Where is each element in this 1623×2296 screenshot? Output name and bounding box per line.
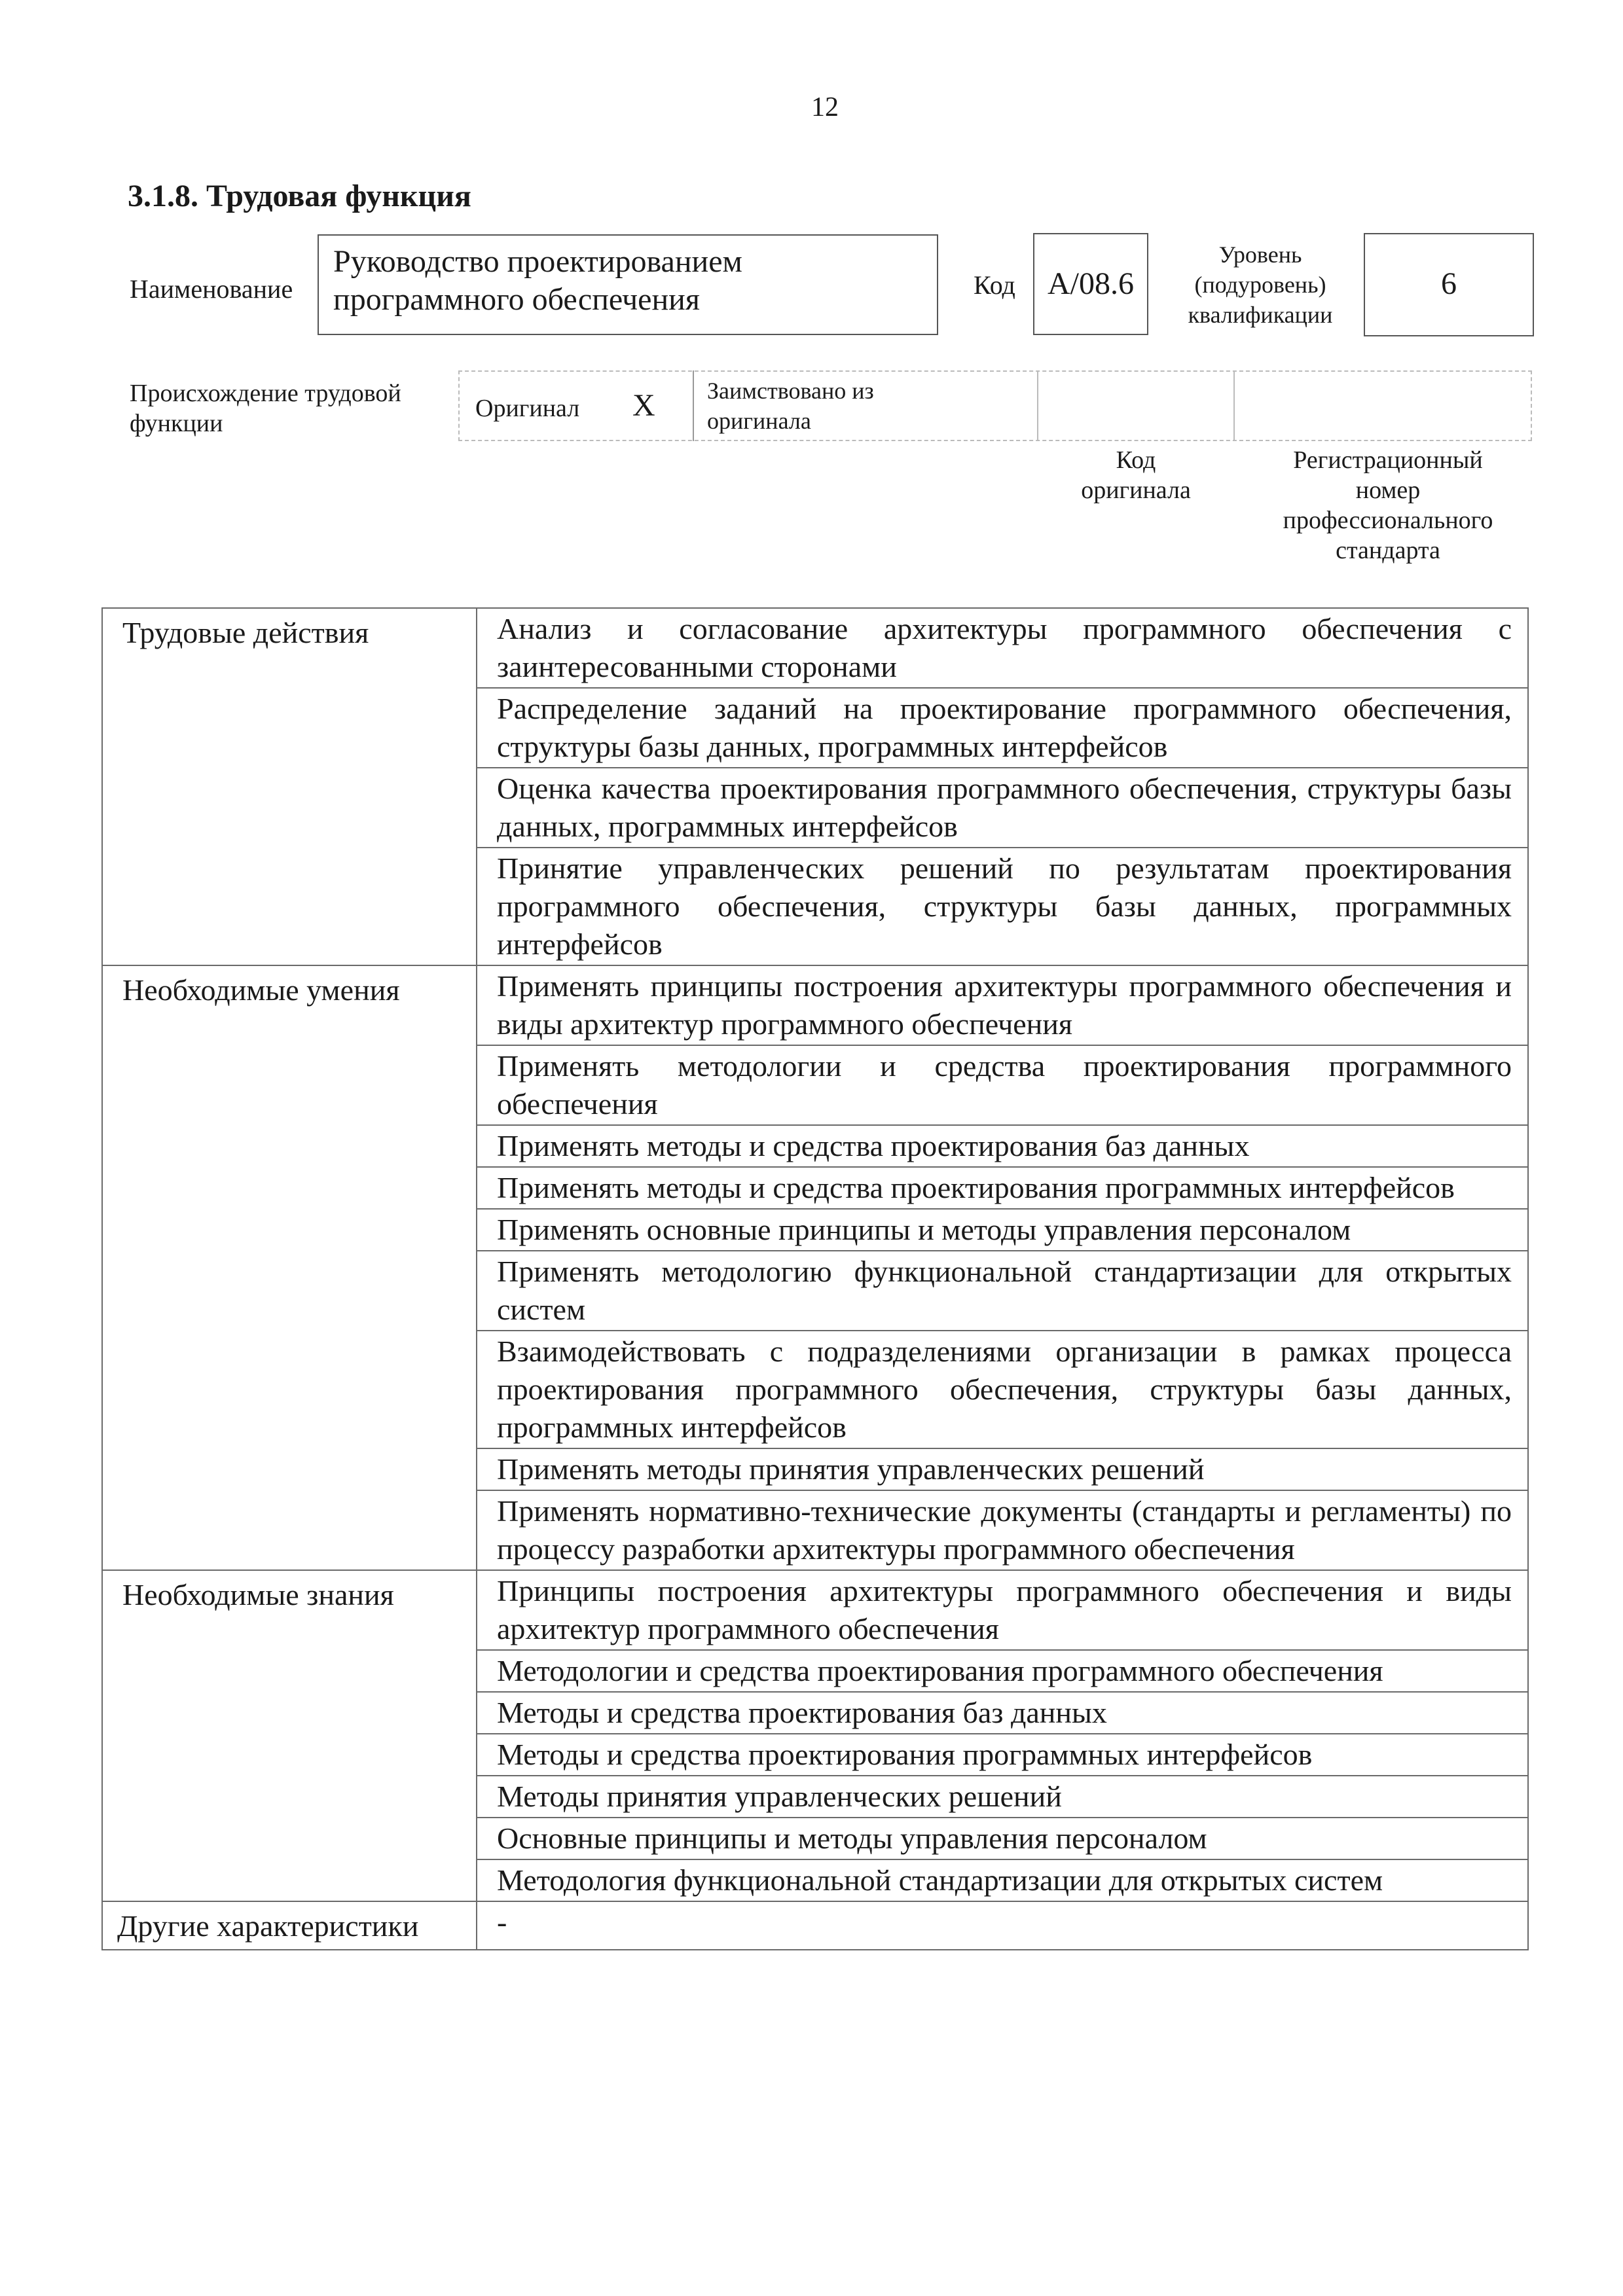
section-item: Применять нормативно-технические документы (стандарты и регламенты) по процессу разработки архитектуры программного обеспечения — [477, 1490, 1528, 1570]
section-item: Применять методы принятия управленческих решений — [477, 1448, 1528, 1490]
section-category: Другие характеристики — [102, 1901, 477, 1950]
level-value: 6 — [1441, 266, 1457, 301]
code-label: Код — [974, 270, 1015, 300]
origin-label — [130, 378, 401, 439]
section-item: Принятие управленческих решений по результатам проектирования программного обеспечения, структуры базы данных, программных интерфейсов — [477, 848, 1528, 965]
section-item: Принципы построения архитектуры программного обеспечения и виды архитектур программного обеспечения — [477, 1570, 1528, 1650]
section-item: Оценка качества проектирования программного обеспечения, структуры базы данных, программных интерфейсов — [477, 768, 1528, 848]
section-item: Взаимодействовать с подразделениями организации в рамках процесса проектирования программного обеспечения, структуры базы данных, программных интерфейсов — [477, 1331, 1528, 1448]
origin-divider-1 — [693, 370, 694, 441]
registration-caption-line-2: номер — [1355, 476, 1421, 504]
borrowed-label — [707, 376, 874, 436]
origin-row — [458, 370, 1532, 441]
name-line-1: Руководство проектированием — [333, 244, 742, 279]
name-line-2: программного обеспечения — [333, 282, 700, 317]
level-label-line-2: (подуровень) — [1194, 272, 1326, 298]
page-number: 12 — [811, 92, 839, 122]
section-item: Распределение заданий на проектирование программного обеспечения, структуры базы данных, программных интерфейсов — [477, 688, 1528, 768]
original-mark: X — [632, 388, 655, 423]
original-label: Оригинал — [475, 395, 580, 422]
section-item: Применять принципы построения архитектуры программного обеспечения и виды архитектур программного обеспечения — [477, 965, 1528, 1045]
section-title: 3.1.8. Трудовая функция — [128, 179, 471, 213]
section-item: Методы и средства проектирования программных интерфейсов — [477, 1734, 1528, 1776]
table-row — [102, 608, 1528, 688]
section-item: Применять методы и средства проектирования программных интерфейсов — [477, 1167, 1528, 1209]
section-item: Применять методологию функциональной стандартизации для открытых систем — [477, 1251, 1528, 1331]
borrowed-line-2: оригинала — [707, 408, 811, 434]
section-item: Применять методологии и средства проектирования программного обеспечения — [477, 1045, 1528, 1125]
borrowed-line-1: Заимствовано из — [707, 378, 874, 404]
section-category: Необходимые умения — [102, 965, 477, 1570]
registration-caption-line-4: стандарта — [1336, 537, 1440, 564]
level-label-line-1: Уровень — [1218, 242, 1302, 268]
section-item: Анализ и согласование архитектуры программного обеспечения с заинтересованными сторонами — [477, 608, 1528, 688]
registration-caption-line-3: профессионального — [1283, 507, 1493, 534]
registration-caption — [1244, 445, 1532, 565]
section-category: Трудовые действия — [102, 608, 477, 965]
level-label — [1165, 240, 1355, 330]
section-item: Методы и средства проектирования баз данных — [477, 1692, 1528, 1734]
section-category: Необходимые знания — [102, 1570, 477, 1901]
table-row — [102, 1901, 1528, 1950]
code-box — [1033, 233, 1148, 335]
section-item: Применять методы и средства проектирования баз данных — [477, 1125, 1528, 1167]
origin-divider-2 — [1037, 370, 1038, 441]
code-original-caption — [1041, 445, 1231, 505]
name-label: Наименование — [130, 274, 293, 304]
section-item: Методы принятия управленческих решений — [477, 1776, 1528, 1818]
section-item: Методология функциональной стандартизации для открытых систем — [477, 1859, 1528, 1901]
table-row — [102, 965, 1528, 1045]
section-item: Применять основные принципы и методы управления персоналом — [477, 1209, 1528, 1251]
level-box — [1364, 233, 1534, 336]
functions-table — [101, 607, 1529, 1950]
section-item: Методологии и средства проектирования программного обеспечения — [477, 1650, 1528, 1692]
table-row — [102, 1570, 1528, 1650]
section-item: - — [477, 1901, 1528, 1950]
name-box — [318, 234, 938, 335]
code-value: A/08.6 — [1048, 266, 1134, 301]
level-label-line-3: квалификации — [1188, 302, 1333, 328]
code-original-caption-line-1: Код — [1116, 446, 1156, 474]
origin-label-line-1: Происхождение трудовой — [130, 380, 401, 407]
code-original-caption-line-2: оригинала — [1081, 476, 1191, 504]
origin-label-line-2: функции — [130, 410, 223, 437]
section-item: Основные принципы и методы управления персоналом — [477, 1818, 1528, 1859]
functions-table-body — [102, 608, 1528, 1950]
origin-divider-3 — [1233, 370, 1235, 441]
registration-caption-line-1: Регистрационный — [1293, 446, 1483, 474]
